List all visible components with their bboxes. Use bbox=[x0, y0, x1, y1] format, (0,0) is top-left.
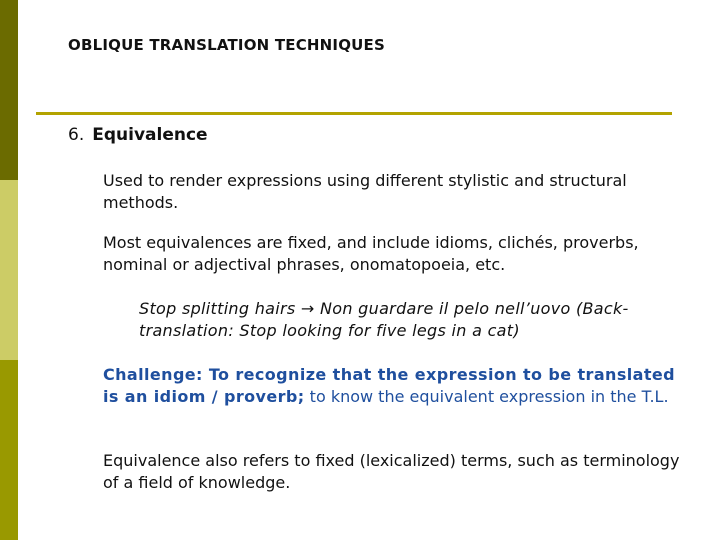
sidebar-band-bottom bbox=[0, 360, 18, 540]
sidebar-band-middle bbox=[0, 180, 18, 360]
challenge-bold-text: Challenge: To recognize that the expression to be translated is an idiom / proverb; bbox=[103, 365, 675, 406]
section-number: 6. bbox=[68, 125, 85, 145]
slide-title: OBLIQUE TRANSLATION TECHNIQUES bbox=[68, 36, 385, 54]
definition-paragraph: Used to render expressions using different stylistic and structural methods. bbox=[103, 171, 627, 212]
example-sentence: Stop splitting hairs → Non guardare il pelo nell’uovo (Back-translation: Stop looking for five legs in a cat) bbox=[139, 299, 629, 340]
section-label: Equivalence bbox=[92, 125, 208, 145]
challenge-paragraph bbox=[103, 364, 683, 408]
challenge-regular-text: to know the equivalent expression in the T.L. bbox=[304, 387, 669, 406]
lexicalized-terms-paragraph: Equivalence also refers to fixed (lexicalized) terms, such as terminology of a field of knowledge. bbox=[103, 451, 680, 492]
section-heading bbox=[68, 125, 208, 145]
sidebar-band-top bbox=[0, 0, 18, 180]
fixed-equivalences-paragraph: Most equivalences are fixed, and include idioms, clichés, proverbs, nominal or adjectival phrases, onomatopoeia, etc. bbox=[103, 233, 639, 274]
title-divider bbox=[36, 112, 672, 115]
